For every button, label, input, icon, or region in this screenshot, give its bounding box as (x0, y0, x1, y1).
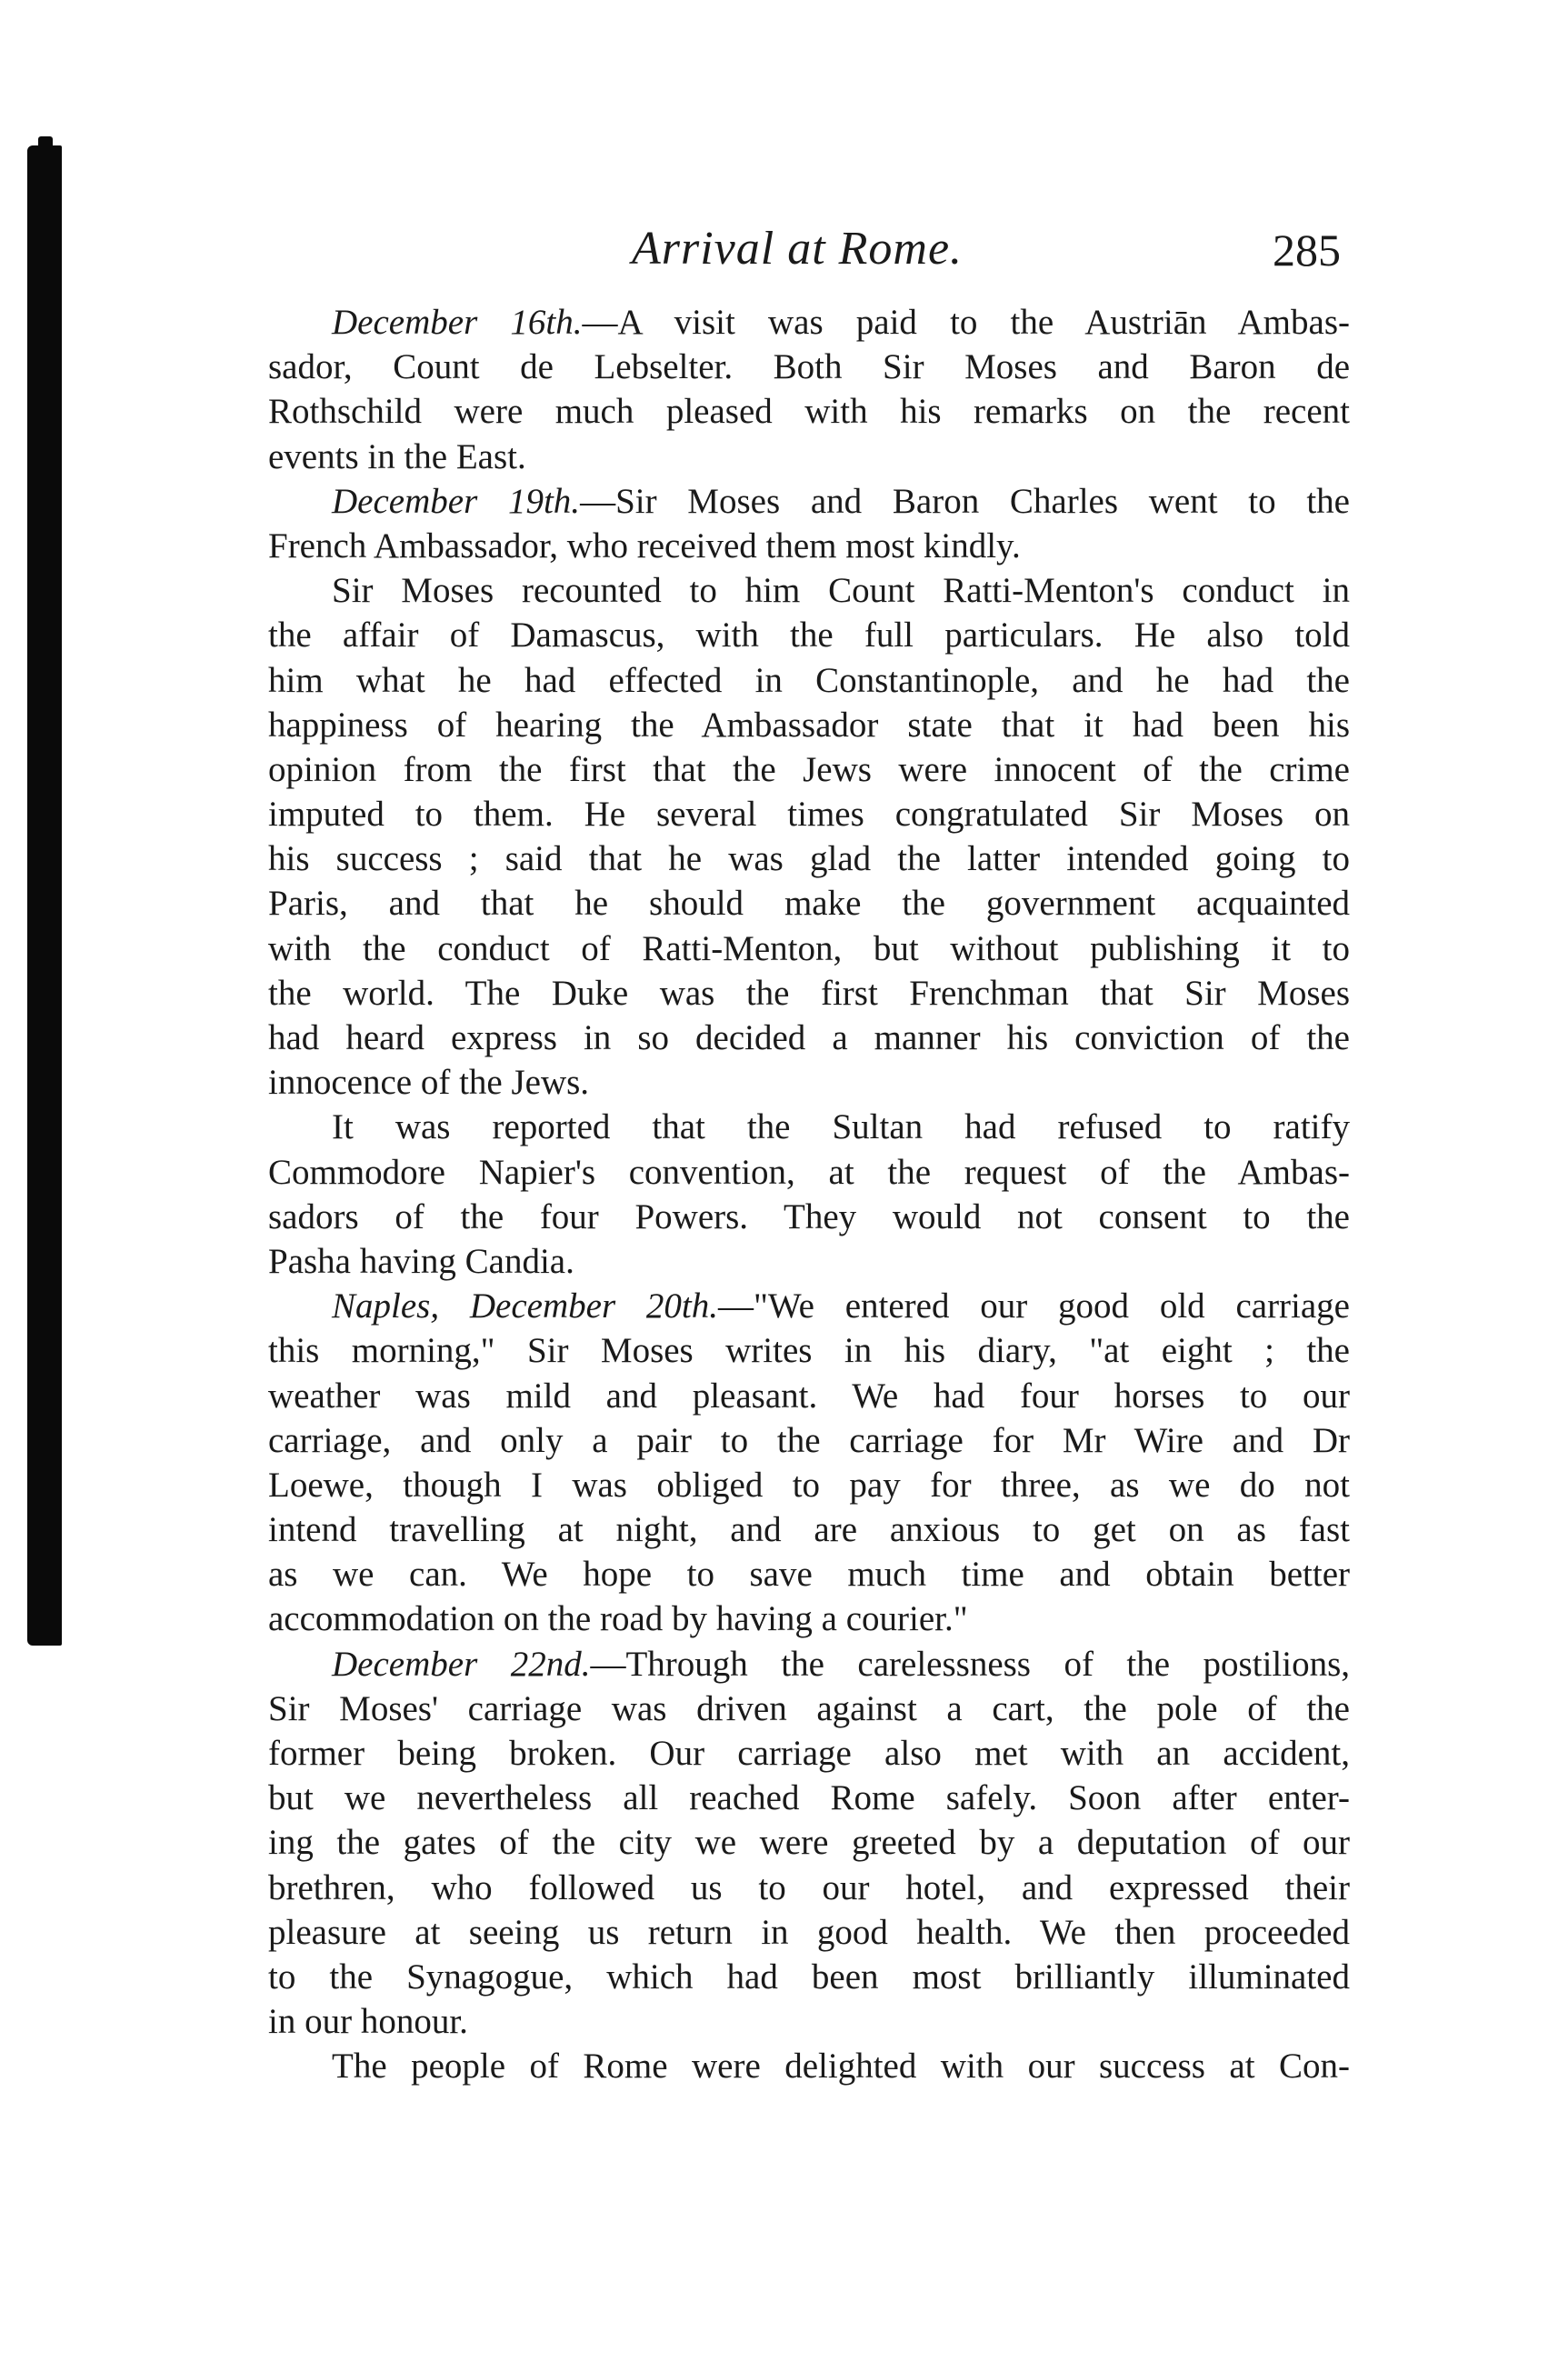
line-text: the world. The Duke was the first Frenchman that Sir Moses (268, 973, 1350, 1013)
line-text: with the conduct of Ratti-Menton, but without publishing it to (268, 928, 1350, 968)
line-text: brethren, who followed us to our hotel, and expressed their (268, 1867, 1350, 1907)
line-text: had heard express in so decided a manner his conviction of the (268, 1018, 1350, 1057)
text-line (268, 1866, 1350, 1910)
text-line (268, 1463, 1350, 1507)
line-text: Paris, and that he should make the government acquainted (268, 884, 1350, 924)
line-text: Pasha having Candia. (268, 1241, 574, 1281)
text-line (268, 1374, 1350, 1418)
line-text: It was reported that the Sultan had refused to ratify (332, 1107, 1350, 1147)
line-text: him what he had effected in Constantinople, and he had the (268, 660, 1350, 700)
text-line (268, 1195, 1350, 1239)
text-line (268, 1105, 1350, 1149)
line-text: sador, Count de Lebselter. Both Sir Moses and Baron de (268, 347, 1350, 387)
text-line (268, 389, 1350, 434)
line-text: Sir Moses' carriage was driven against a cart, the pole of the (268, 1688, 1350, 1728)
line-text: happiness of hearing the Ambassador state that it had been his (268, 705, 1350, 745)
line-text: this morning," Sir Moses writes in his diary, "at eight ; the (268, 1331, 1350, 1371)
text-line (268, 747, 1350, 792)
text-line (268, 1686, 1350, 1731)
italic-date-lead: December 16th. (332, 303, 583, 342)
line-text: —A visit was paid to the Austriān Ambas- (582, 303, 1350, 342)
text-line (268, 703, 1350, 747)
line-text: pleasure at seeing us return in good health. We then proceeded (268, 1912, 1350, 1952)
text-line (268, 836, 1350, 881)
line-text: as we can. We hope to save much time and obtain better (268, 1555, 1350, 1595)
text-line (268, 792, 1350, 836)
line-text: —"We entered our good old carriage (718, 1286, 1350, 1326)
line-text: events in the East. (268, 436, 526, 476)
text-line (268, 1552, 1350, 1596)
line-text: opinion from the first that the Jews were innocent of the crime (268, 749, 1350, 789)
line-text: Commodore Napier's convention, at the request of the Ambas- (268, 1152, 1350, 1192)
line-text: ing the gates of the city we were greeted by a deputation of our (268, 1823, 1350, 1863)
text-line (268, 479, 1350, 524)
text-line (268, 926, 1350, 971)
line-text: to the Synagogue, which had been most brilliantly illuminated (268, 1957, 1350, 1997)
line-text: Rothschild were much pleased with his remarks on the recent (268, 392, 1350, 432)
text-line (268, 1239, 1350, 1284)
text-line (268, 1328, 1350, 1373)
text-line (268, 1596, 1350, 1641)
page-number: 285 (1273, 225, 1341, 275)
line-text: his success ; said that he was glad the latter intended going to (268, 839, 1350, 879)
line-text: former being broken. Our carriage also met with an accident, (268, 1734, 1350, 1773)
line-text: weather was mild and pleasant. We had four horses to our (268, 1376, 1350, 1416)
text-line (268, 971, 1350, 1016)
running-head: Arrival at Rome. (632, 223, 964, 275)
text-line (268, 1642, 1350, 1686)
line-text: accommodation on the road by having a courier." (268, 1599, 968, 1639)
italic-date-lead: Naples, December 20th. (332, 1286, 718, 1326)
text-line (268, 1910, 1350, 1955)
text-line (268, 613, 1350, 657)
text-line (268, 435, 1350, 479)
text-line (268, 345, 1350, 389)
text-line (268, 1060, 1350, 1105)
line-text: sadors of the four Powers. They would not consent to the (268, 1196, 1350, 1236)
text-line (268, 1418, 1350, 1463)
line-text: Sir Moses recounted to him Count Ratti-Menton's conduct in (332, 571, 1350, 611)
text-line (268, 1507, 1350, 1552)
line-text: innocence of the Jews. (268, 1063, 590, 1103)
italic-date-lead: December 19th. (332, 481, 581, 521)
text-line (268, 881, 1350, 926)
italic-date-lead: December 22nd. (332, 1644, 591, 1684)
line-text: carriage, and only a pair to the carriage for Mr Wire and Dr (268, 1420, 1350, 1460)
text-line (268, 1731, 1350, 1776)
line-text: the affair of Damascus, with the full particulars. He also told (268, 616, 1350, 656)
text-line (268, 1776, 1350, 1820)
text-line (268, 2044, 1350, 2088)
text-line (268, 1284, 1350, 1328)
line-text: French Ambassador, who received them most kindly. (268, 525, 1021, 565)
line-text: intend travelling at night, and are anxious to get on as fast (268, 1510, 1350, 1550)
line-text: in our honour. (268, 2002, 468, 2042)
body-text (268, 300, 1350, 2089)
text-line (268, 1955, 1350, 1999)
text-line (268, 1999, 1350, 2044)
page-header (268, 209, 1350, 291)
text-line (268, 568, 1350, 613)
text-line (268, 300, 1350, 345)
line-text: Loewe, though I was obliged to pay for three, as we do not (268, 1465, 1350, 1505)
line-text: but we nevertheless all reached Rome safely. Soon after enter- (268, 1778, 1350, 1818)
text-line (268, 1150, 1350, 1195)
line-text: —Sir Moses and Baron Charles went to the (580, 481, 1350, 521)
text-line (268, 1820, 1350, 1865)
binding-shadow (27, 145, 62, 1646)
text-line (268, 1016, 1350, 1060)
line-text: imputed to them. He several times congratulated Sir Moses on (268, 795, 1350, 835)
line-text: —Through the carelessness of the postilions, (590, 1644, 1350, 1684)
text-line (268, 658, 1350, 703)
text-line (268, 524, 1350, 568)
line-text: The people of Rome were delighted with our success at Con- (332, 2047, 1350, 2087)
binding-shadow-top (38, 136, 53, 191)
